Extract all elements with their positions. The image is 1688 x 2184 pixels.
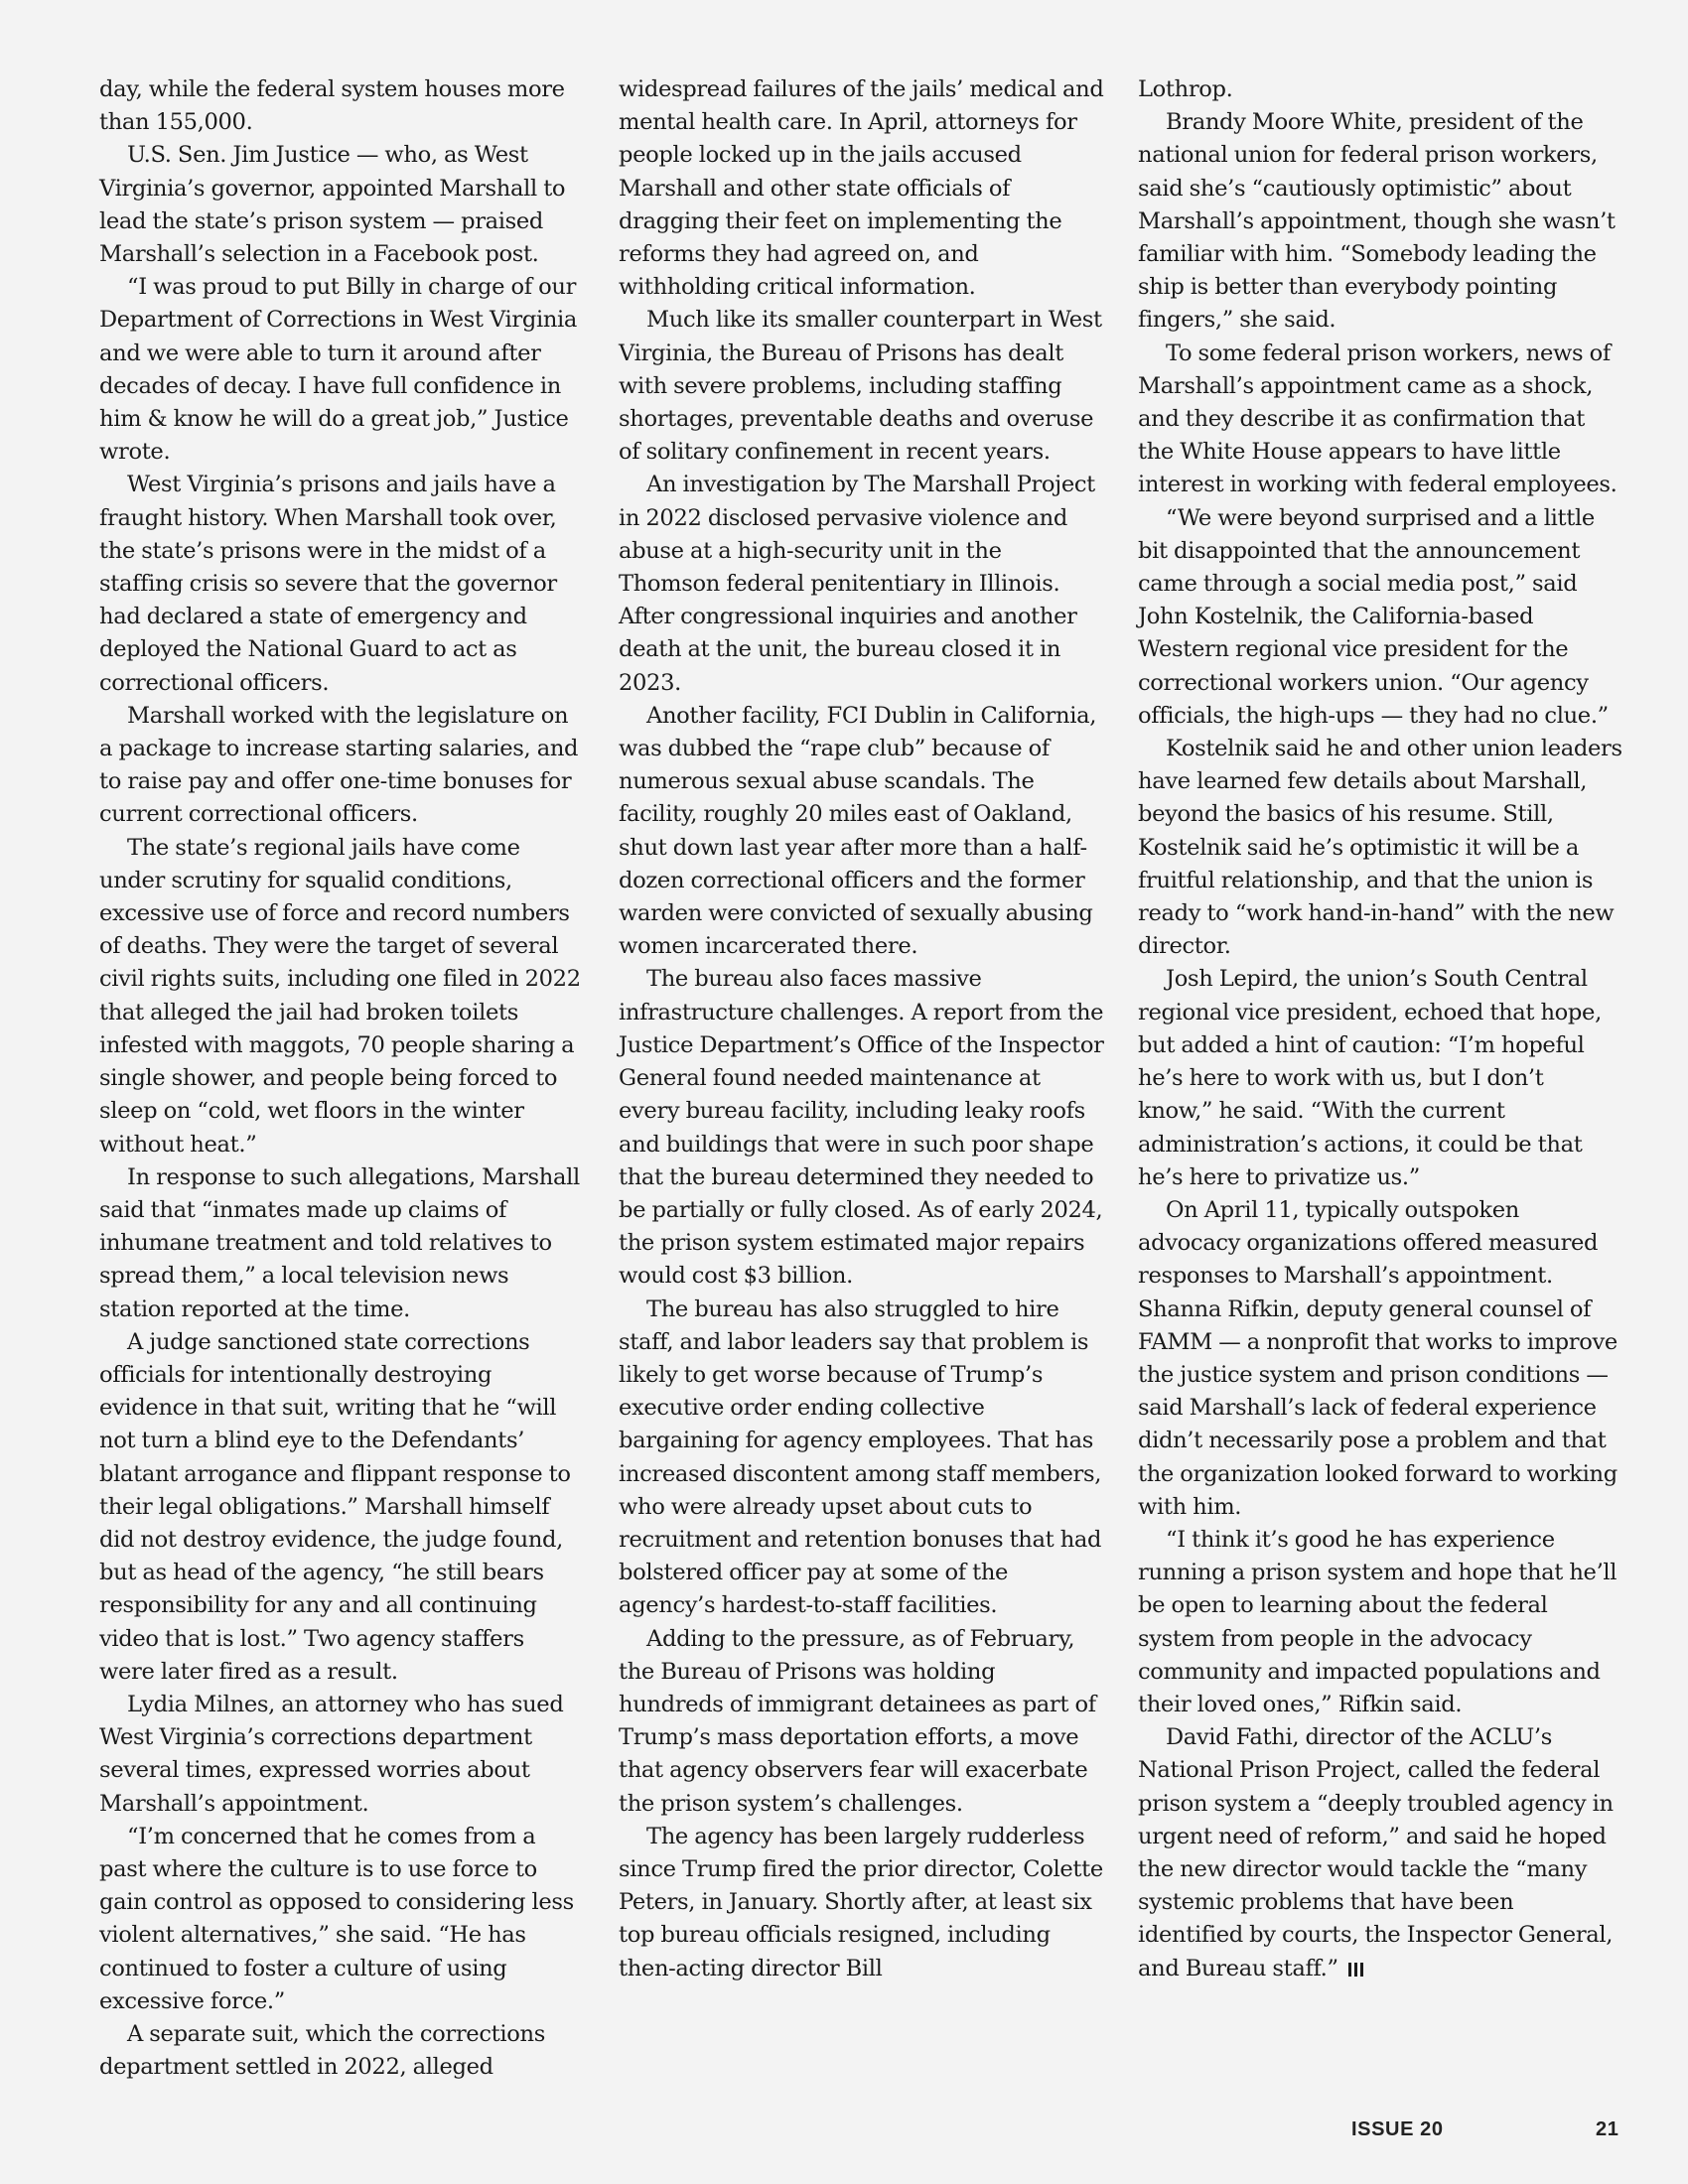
- paragraph: Brandy Moore White, president of the national union for federal prison workers, said she’s “cautiously optimistic” about Marshall’s appointment, though she wasn’t familiar with him. “Somebody leading the ship is better than everybody pointing fingers,” she said.: [1138, 109, 1616, 334]
- paragraph: “I was proud to put Billy in charge of our Department of Corrections in West Virginia and we were able to turn it around after decades of decay. I have full confidence in him & know he will do a great job,” Justice wrote.: [99, 274, 578, 466]
- article-body: [99, 73, 1622, 2079]
- paragraph: Kostelnik said he and other union leaders have learned few details about Marshall, beyond the basics of his resume. Still, Kostelnik said he’s optimistic it will be a fruitful relationship, and that the union is ready to “work hand-in-hand” with the new director.: [1138, 736, 1622, 960]
- paragraph: Much like its smaller counterpart in West Virginia, the Bureau of Prisons has dealt with severe problems, including staffing shortages, preventable deaths and overuse of solitary confinement in recent years.: [619, 307, 1102, 466]
- column-3: [1138, 73, 1623, 2079]
- paragraph: On April 11, typically outspoken advocacy organizations offered measured responses to Marshall’s appointment. Shanna Rifkin, deputy general counsel of FAMM — a nonprofit that works to improve the justice system and prison conditions — said Marshall’s lack of federal experience didn’t necessarily pose a problem and that the organization looked forward to working with him.: [1138, 1196, 1618, 1520]
- paragraph: The state’s regional jails have come under scrutiny for squalid conditions, excessive use of force and record numbers of deaths. They were the target of several civil rights suits, including one filed in 2022 that alleged the jail had broken toilets infested with maggots, 70 people sharing a single shower, and people being forced to sleep on “cold, wet floors in the winter without heat.”: [99, 834, 581, 1158]
- paragraph: Another facility, FCI Dublin in California, was dubbed the “rape club” because of numerous sexual abuse scandals. The facility, roughly 20 miles east of Oakland, shut down last year after more than a half-dozen correctional officers and the former warden were convicted of sexually abusing women incarcerated there.: [619, 702, 1097, 960]
- paragraph: widespread failures of the jails’ medical and mental health care. In April, attorneys for people locked up in the jails accused Marshall and other state officials of dragging their feet on implementing the reforms they had agreed on, and withholding critical information.: [619, 76, 1104, 301]
- paragraph: Josh Lepird, the union’s South Central regional vice president, echoed that hope, but added a hint of caution: “I’m hopeful he’s here to work with us, but I don’t know,” he said. “With the current administration’s actions, it could be that he’s here to privatize us.”: [1138, 966, 1602, 1190]
- paragraph: U.S. Sen. Jim Justice — who, as West Virginia’s governor, appointed Marshall to lead the state’s prison system — praised Marshall’s selection in a Facebook post.: [99, 142, 566, 268]
- paragraph: The bureau also faces massive infrastructure challenges. A report from the Justice Department’s Office of the Inspector General found needed maintenance at every bureau facility, including leaky roofs and buildings that were in such poor shape that the bureau determined they needed to be partially or fully closed. As of early 2024, the prison system estimated major repairs would cost $3 billion.: [619, 966, 1104, 1290]
- paragraph: Lothrop.: [1138, 76, 1233, 102]
- last-paragraph: [1138, 1721, 1623, 1985]
- paragraph: The agency has been largely rudderless since Trump fired the prior director, Colette Peters, in January. Shortly after, at least six top bureau officials resigned, including then-acting director Bill: [619, 1823, 1103, 1981]
- paragraph: Lydia Milnes, an attorney who has sued West Virginia’s corrections department several times, expressed worries about Marshall’s appointment.: [99, 1691, 564, 1817]
- paragraph: day, while the federal system houses more than 155,000.: [99, 76, 565, 136]
- paragraph-text: David Fathi, director of the ACLU’s National Prison Project, called the federal prison system a “deeply troubled agency in urgent need of reform,” and said he hoped the new director would tackle the “many systemic problems that have been identified by courts, the Inspector General, and Bureau staff.”: [1138, 1724, 1614, 1981]
- paragraph: “We were beyond surprised and a little bit disappointed that the announcement came through a social media post,” said John Kostelnik, the California-based Western regional vice president for the correctional workers union. “Our agency officials, the high-ups — they had no clue.”: [1138, 504, 1609, 729]
- paragraph: “I think it’s good he has experience running a prison system and hope that he’ll be open to learning about the federal system from people in the advocacy community and impacted populations and their loved ones,” Rifkin said.: [1138, 1526, 1618, 1717]
- paragraph: To some federal prison workers, news of Marshall’s appointment came as a shock, and they describe it as confirmation that the White House appears to have little interest in working with federal employees.: [1138, 340, 1618, 498]
- paragraph: An investigation by The Marshall Project in 2022 disclosed pervasive violence and abuse at a high-security unit in the Thomson federal penitentiary in Illinois. After congressional inquiries and another death at the unit, the bureau closed it in 2023.: [619, 472, 1095, 696]
- page-number: 21: [1596, 2118, 1619, 2140]
- end-mark-icon: [1348, 1963, 1363, 1977]
- paragraph: Marshall worked with the legislature on a package to increase starting salaries, and to raise pay and offer one-time bonuses for current correctional officers.: [99, 702, 579, 828]
- paragraph: A judge sanctioned state corrections officials for intentionally destroying evidence in that suit, writing that he “will not turn a blind eye to the Defendants’ blatant arrogance and flippant response to their legal obligations.” Marshall himself did not destroy evidence, the judge found, but as head of the agency, “he still bears responsibility for any and all continuing video that is lost.” Two agency staffers were later fired as a result.: [99, 1328, 571, 1685]
- issue-label: ISSUE 20: [1351, 2118, 1444, 2140]
- paragraph: A separate suit, which the corrections department settled in 2022, alleged: [99, 2020, 545, 2081]
- paragraph: West Virginia’s prisons and jails have a fraught history. When Marshall took over, the state’s prisons were in the midst of a staffing crisis so severe that the governor had declared a state of emergency and deployed the National Guard to act as correctional officers.: [99, 472, 557, 696]
- paragraph: Adding to the pressure, as of February, the Bureau of Prisons was holding hundreds of immigrant detainees as part of Trump’s mass deportation efforts, a move that agency observers fear will exacerbate the prison system’s challenges.: [619, 1625, 1096, 1817]
- column-1: [99, 73, 585, 2079]
- paragraph: “I’m concerned that he comes from a past where the culture is to use force to gain control as opposed to considering less violent alternatives,” she said. “He has continued to foster a culture of using excessive force.”: [99, 1823, 574, 2014]
- column-2: [619, 73, 1104, 2079]
- paragraph: In response to such allegations, Marshall said that “inmates made up claims of inhumane treatment and told relatives to spread them,” a local television news station reported at the time.: [99, 1163, 580, 1322]
- paragraph: The bureau has also struggled to hire staff, and labor leaders say that problem is likely to get worse because of Trump’s executive order ending collective bargaining for agency employees. That has increased discontent among staff members, who were already upset about cuts to recruitment and retention bonuses that had bolstered officer pay at some of the agency’s hardest-to-staff facilities.: [619, 1296, 1102, 1619]
